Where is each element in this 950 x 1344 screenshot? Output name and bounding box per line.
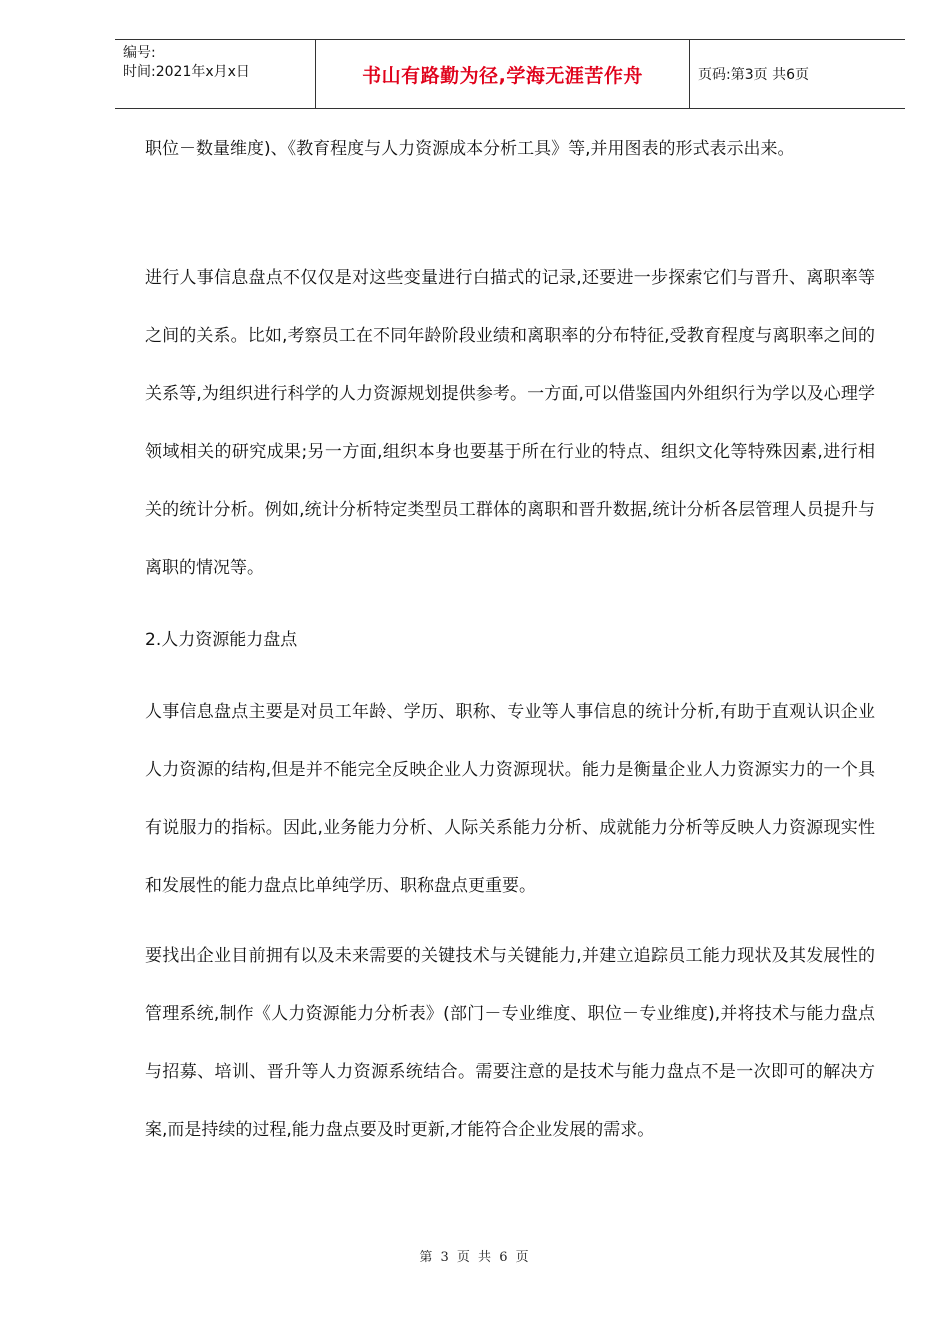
header-motto-cell [316, 40, 690, 108]
time-label: 时间:2021年x月x日 [123, 64, 250, 80]
paragraph-4: 要找出企业目前拥有以及未来需要的关键技术与关键能力,并建立追踪员工能力现状及其发展性的管理系统,制作《人力资源能力分析表》(部门－专业维度、职位－专业维度),并将技术与能力盘点与招募、培训、晋升等人力资源系统结合。需要注意的是技术与能力盘点不是一次即可的解决方案,而是持续的过程,能力盘点要及时更新,才能符合企业发展的需求。 [145, 946, 875, 1140]
motto-text: 书山有路勤为径,学海无涯苦作舟 [362, 64, 643, 87]
section-heading: 2.人力资源能力盘点 [145, 630, 298, 650]
number-label: 编号: [123, 45, 156, 61]
page-footer: 第 3 页 共 6 页 [419, 1250, 531, 1265]
page-info: 页码:第3页 共6页 [698, 67, 809, 83]
header-page-cell [690, 40, 905, 108]
header-meta-cell [115, 40, 316, 108]
paragraph-1: 职位－数量维度)、《教育程度与人力资源成本分析工具》等,并用图表的形式表示出来。 [145, 139, 795, 159]
paragraph-3: 人事信息盘点主要是对员工年龄、学历、职称、专业等人事信息的统计分析,有助于直观认识企业人力资源的结构,但是并不能完全反映企业人力资源现状。能力是衡量企业人力资源实力的一个具有说服力的指标。因此,业务能力分析、人际关系能力分析、成就能力分析等反映人力资源现实性和发展性的能力盘点比单纯学历、职称盘点更重要。 [145, 702, 875, 896]
paragraph-2: 进行人事信息盘点不仅仅是对这些变量进行白描式的记录,还要进一步探索它们与晋升、离职率等之间的关系。比如,考察员工在不同年龄阶段业绩和离职率的分布特征,受教育程度与离职率之间的关系等,为组织进行科学的人力资源规划提供参考。一方面,可以借鉴国内外组织行为学以及心理学领域相关的研究成果;另一方面,组织本身也要基于所在行业的特点、组织文化等特殊因素,进行相关的统计分析。例如,统计分析特定类型员工群体的离职和晋升数据,统计分析各层管理人员提升与离职的情况等。 [145, 268, 875, 578]
header-table [115, 39, 905, 109]
